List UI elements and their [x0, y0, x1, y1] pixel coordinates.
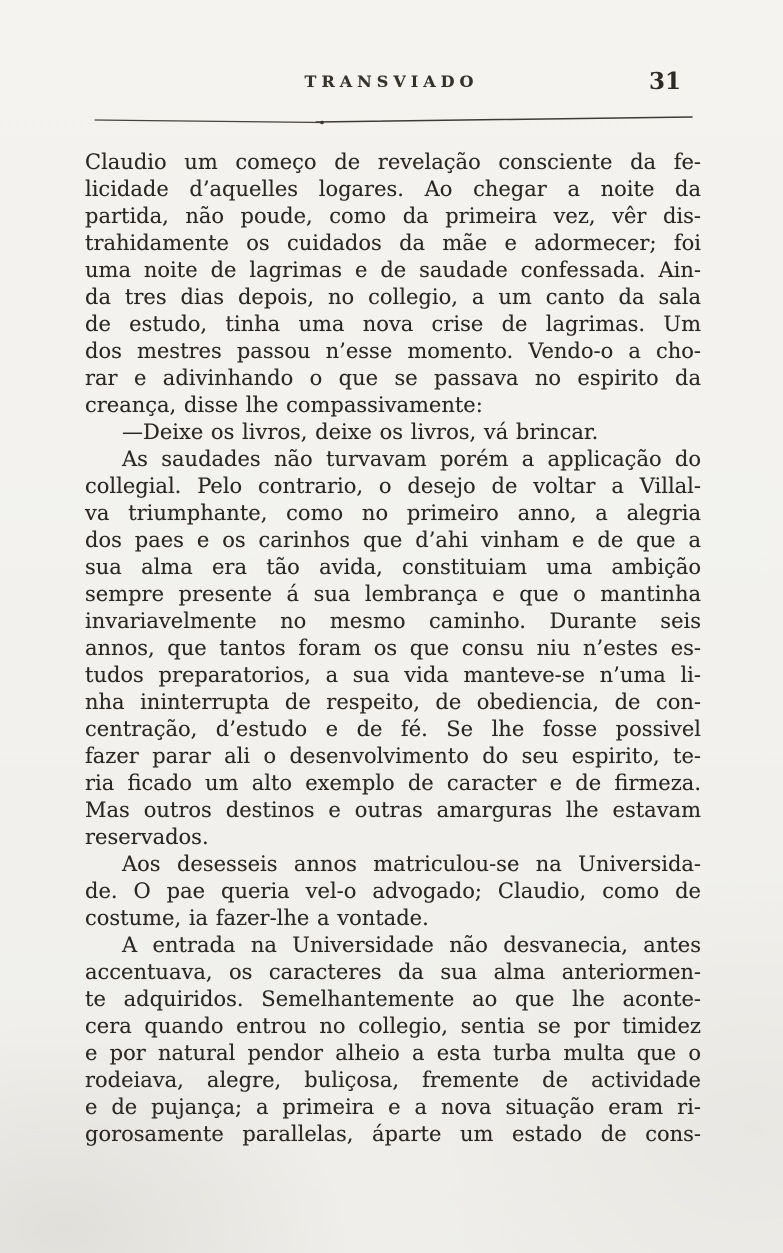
text-line: de. O pae queria vel-o advogado; Claudio, como de	[85, 879, 701, 903]
text-line: e de pujança; a primeira e a nova situação eram ri-	[85, 1095, 701, 1119]
text-column	[85, 149, 701, 1148]
text-line: te adquiridos. Semelhantemente ao que lhe aconte-	[85, 987, 701, 1011]
paragraph	[85, 419, 701, 446]
text-line: —Deixe os livros, deixe os livros, vá brincar.	[122, 420, 599, 444]
text-line: accentuava, os caracteres da sua alma anteriormen-	[85, 960, 701, 984]
text-line: Aos desesseis annos matriculou-se na Universida-	[122, 852, 701, 876]
text-line: ria ficado um alto exemplo de caracter e de firmeza.	[85, 771, 701, 795]
running-title: TRANSVIADO	[304, 72, 479, 91]
text-line: nha ininterrupta de respeito, de obediencia, de con-	[85, 690, 701, 714]
text-line: dos mestres passou n’esse momento. Vendo-o a cho-	[85, 339, 701, 363]
text-line: reservados.	[85, 825, 209, 849]
text-line: invariavelmente no mesmo caminho. Durante seis	[85, 609, 701, 633]
text-line: creança, disse lhe compassivamente:	[85, 393, 483, 417]
text-line: rodeiava, alegre, buliçosa, fremente de actividade	[85, 1068, 701, 1092]
text-line: da tres dias depois, no collegio, a um canto da sala	[85, 285, 701, 309]
text-line: de estudo, tinha uma nova crise de lagrimas. Um	[85, 312, 701, 336]
text-line: A entrada na Universidade não desvanecia, antes	[122, 933, 701, 957]
page-number: 31	[648, 68, 681, 95]
text-line: Claudio um começo de revelação consciente da fe-	[85, 150, 701, 174]
text-line: sempre presente á sua lembrança e que o mantinha	[85, 582, 701, 606]
text-line: As saudades não turvavam porém a applicação do	[122, 447, 701, 471]
paragraph	[85, 149, 701, 419]
text-line: uma noite de lagrimas e de saudade confessada. Ain-	[85, 258, 701, 282]
text-line: annos, que tantos foram os que consu niu n’estes es-	[85, 636, 701, 660]
text-line: e por natural pendor alheio a esta turba multa que o	[85, 1041, 701, 1065]
paragraph	[85, 446, 701, 851]
text-line: rar e adivinhando o que se passava no espirito da	[85, 366, 701, 390]
running-head	[0, 68, 783, 98]
text-line: dos paes e os carinhos que d’ahi vinham e de que a	[85, 528, 701, 552]
text-line: centração, d’estudo e de fé. Se lhe fosse possivel	[85, 717, 701, 741]
text-line: trahidamente os cuidados da mãe e adormecer; foi	[85, 231, 701, 255]
text-line: gorosamente parallelas, áparte um estado de cons-	[85, 1122, 701, 1146]
text-line: costume, ia fazer-lhe a vontade.	[85, 906, 429, 930]
text-line: licidade d’aquelles logares. Ao chegar a noite da	[85, 177, 701, 201]
text-line: cera quando entrou no collegio, sentia se por timidez	[85, 1014, 701, 1038]
text-line: tudos preparatorios, a sua vida manteve-se n’uma li-	[85, 663, 701, 687]
text-line: sua alma era tão avida, constituiam uma ambição	[85, 555, 701, 579]
text-line: fazer parar ali o desenvolvimento do seu espirito, te-	[85, 744, 701, 768]
text-line: partida, não poude, como da primeira vez, vêr dis-	[85, 204, 701, 228]
paragraph	[85, 851, 701, 932]
text-line: va triumphante, como no primeiro anno, a alegria	[85, 501, 701, 525]
header-rule	[92, 108, 696, 128]
paragraph	[85, 932, 701, 1148]
text-line: collegial. Pelo contrario, o desejo de voltar a Villal-	[85, 474, 701, 498]
text-line: Mas outros destinos e outras amarguras lhe estavam	[85, 798, 701, 822]
